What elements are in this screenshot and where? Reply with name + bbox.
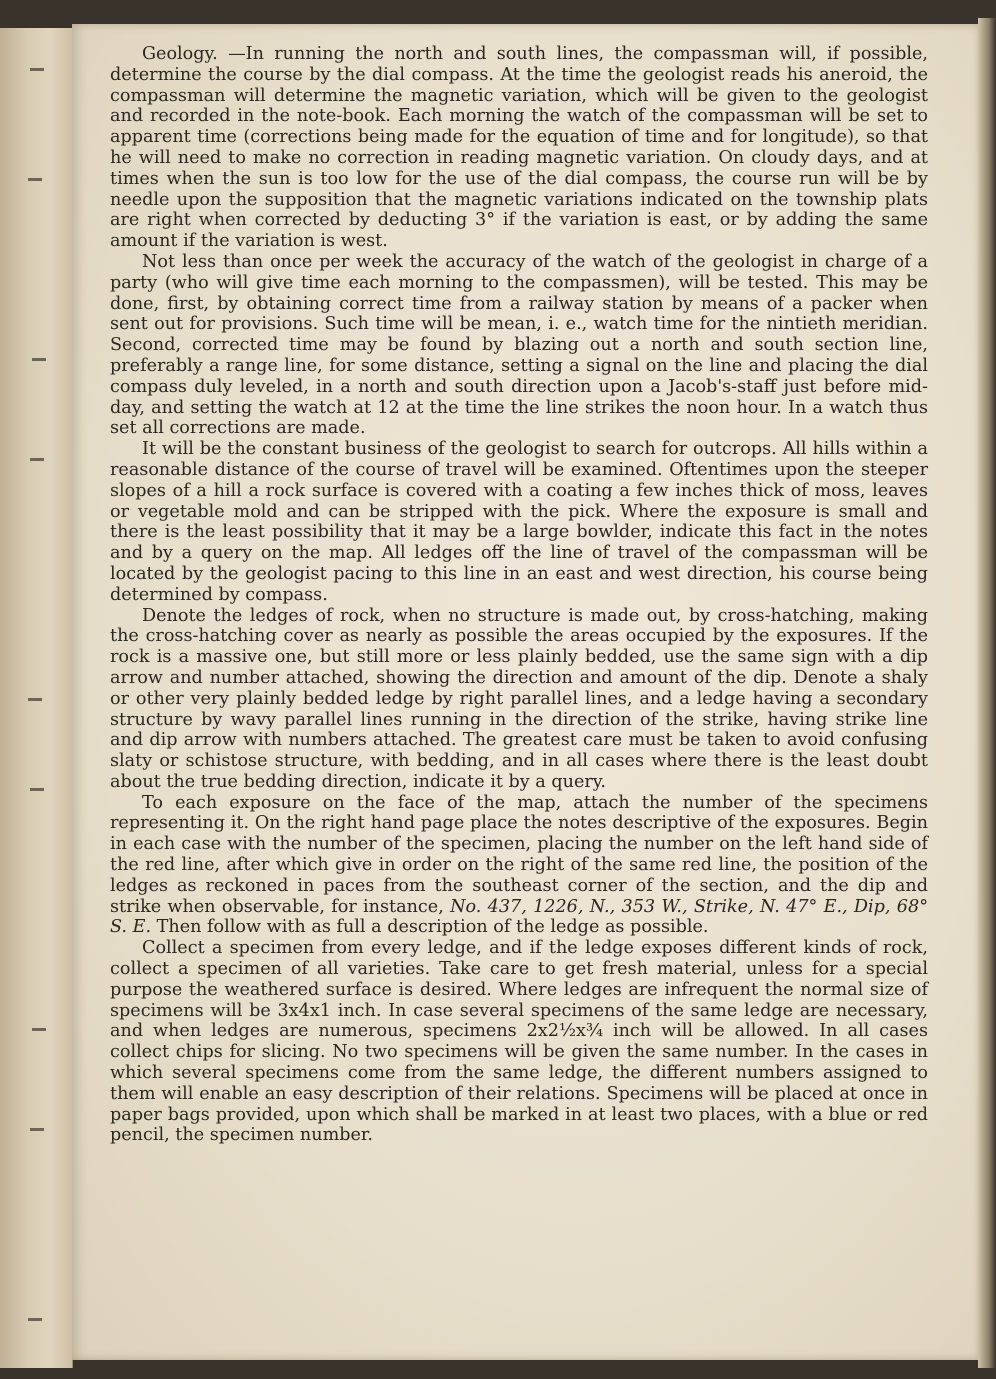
binding-mark (32, 358, 46, 361)
binding-mark (30, 68, 44, 71)
example-entry: No. 437, 1226, N., 353 W., Strike, N. 47° E., Dip, 68° S. E. (110, 896, 928, 938)
paragraph-specimen-numbers (110, 793, 928, 939)
paragraph-geology (110, 44, 928, 252)
page-edge-right (978, 18, 996, 1368)
binding-mark (28, 698, 42, 701)
paragraph-text: —In running the north and south lines, the compassman will, if possible, determine the course by the dial compass. At the time the geologist reads his aneroid, the compassman will determine the magnetic variation, which will be given to the geologist and recorded in the note-book. Each morning the watch of the compassman will be set to apparent time (corrections being made for the equation of time and for longitude), so that he will need to make no correction in reading magnetic variation. On cloudy days, and at times when the sun is too low for the use of the dial compass, the course run will be by needle upon the supposition that the magnetic variations indicated on the township plats are right when corrected by deducting 3° if the variation is east, or by adding the same amount if the variation is west. (110, 44, 928, 252)
page-text (110, 44, 928, 1146)
binding-mark (30, 1128, 44, 1131)
binding-mark (32, 1028, 46, 1031)
paragraph-text: Then follow with as full a description of the ledge as possible. (151, 917, 709, 938)
binding-mark (28, 1318, 42, 1321)
binding-mark (30, 788, 44, 791)
paragraph-ledge-notation: Denote the ledges of rock, when no structure is made out, by cross-hatching, making the cross-hatching cover as nearly as possible the areas occupied by the exposures. If the rock is a massive one, but still more or less plainly bedded, use the same sign with a dip arrow and number attached, showing the direction and amount of the dip. Denote a shaly or other very plainly bedded ledge by right parallel lines, and a ledge having a secondary structure by wavy parallel lines running in the direction of the strike, having strike line and dip arrow with numbers attached. The greatest care must be taken to avoid confusing slaty or schistose structure, with bedding, and in all cases where there is the least doubt about the true bedding direction, indicate it by a query. (110, 605, 928, 792)
paragraph-outcrops: It will be the constant business of the geologist to search for outcrops. All hills within a reasonable distance of the course of travel will be examined. Oftentimes upon the steeper slopes of a hill a rock surface is covered with a coating a few inches thick of moss, leaves or vegetable mold and can be stripped with the pick. Where the exposure is small and there is the least possibility that it may be a large bowlder, indicate this fact in the notes and by a query on the map. All ledges off the line of travel of the compassman will be located by the geologist pacing to this line in an east and west direction, his course being determined by compass. (110, 439, 928, 605)
paragraph-collect-specimens: Collect a specimen from every ledge, and if the ledge exposes different kinds of rock, collect a specimen of all varieties. Take care to get fresh material, unless for a special purpose the weathered surface is desired. Where ledges are infrequent the normal size of specimens will be 3x4x1 inch. In case several specimens of the same ledge are necessary, and when ledges are numerous, specimens 2x2½x¾ inch will be allowed. In all cases collect chips for slicing. No two specimens will be given the same number. In the cases in which several specimens come from the same ledge, the different numbers assigned to them will enable an easy description of their relations. Specimens will be placed at once in paper bags provided, upon which shall be marked in at least two places, with a blue or red pencil, the specimen number. (110, 938, 928, 1146)
book-page (72, 24, 980, 1360)
binding-mark (30, 458, 44, 461)
paragraph-watch-accuracy: Not less than once per week the accuracy of the watch of the geologist in charge of a party (who will give time each morning to the compassmen), will be tested. This may be done, first, by obtaining correct time from a railway station by means of a packer when sent out for provisions. Such time will be mean, i. e., watch time for the nintieth meridian. Second, corrected time may be found by blazing out a north and south section line, preferably a range line, for some distance, setting a signal on the line and placing the dial compass duly leveled, in a north and south direction upon a Jacob's-staff just before mid-day, and setting the watch at 12 at the time the line strikes the noon hour. In a watch thus set all corrections are made. (110, 251, 928, 439)
section-lead: Geology. (142, 44, 218, 64)
binding-edge (0, 28, 73, 1368)
binding-mark (28, 178, 42, 181)
paragraph-text: To each exposure on the face of the map, attach the number of the specimens representing it. On the right hand page place the notes descriptive of the exposures. Begin in each case with the number of the specimen, placing the number on the left hand side of the red line, after which give in order on the right of the same red line, the position of the ledges as reckoned in paces from the southeast corner of the section, and the dip and strike when observable, for instance, (110, 792, 928, 917)
